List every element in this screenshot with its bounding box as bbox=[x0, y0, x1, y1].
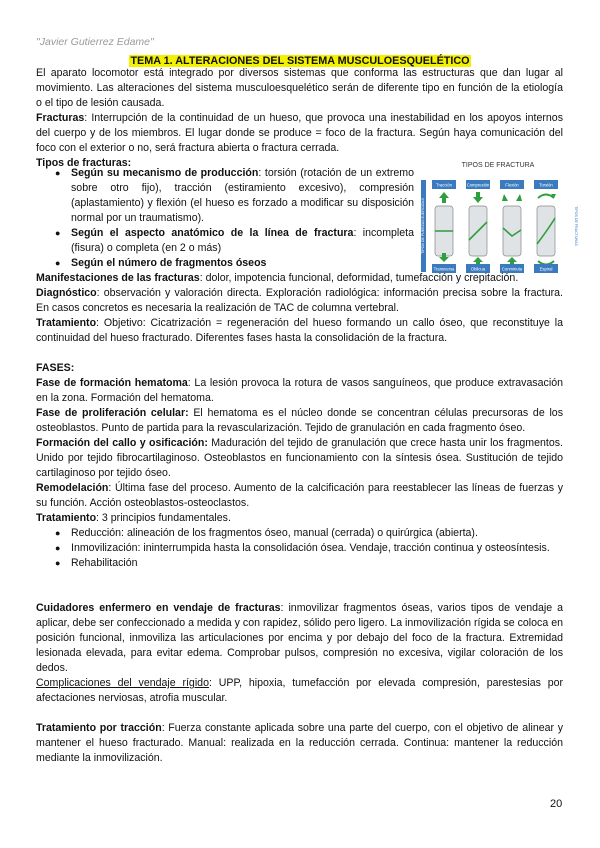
fases-heading: FASES: bbox=[36, 362, 75, 374]
left-label: TIPOS DE FUERZAS EJERCIDAS bbox=[421, 198, 425, 254]
page-title: TEMA 1. ALTERACIONES DEL SISTEMA MUSCULOESQUELÉTICO bbox=[130, 55, 470, 67]
fracture-column-torsion bbox=[534, 180, 558, 273]
bottom-label: Conminuta bbox=[501, 266, 523, 272]
top-label: Compresión bbox=[466, 182, 490, 188]
principios-list bbox=[36, 526, 563, 571]
top-label: Tracción bbox=[436, 182, 452, 188]
tipo-item: ● Según el número de fragmentos óseos bbox=[36, 256, 414, 271]
tipos-heading: Tipos de fracturas: bbox=[36, 157, 132, 169]
complicaciones-paragraph: Complicaciones del vendaje rígido: UPP, hipoxia, tumefacción por elevada compresión, parestesias por afectaciones nerviosas, atrofia muscular. bbox=[36, 677, 563, 704]
bottom-label: Transversa bbox=[433, 266, 455, 272]
intro-block bbox=[36, 66, 563, 171]
right-label: TIPOS DE FRACTURAS bbox=[574, 206, 578, 246]
fracture-column-compresion bbox=[466, 180, 490, 273]
intro-paragraph: El aparato locomotor está integrado por diversos sistemas que conforma las estructuras que dan lugar al movimiento. Las alteraciones del sistema musculoesquelético serán de diferente tipo en función de la etiología o el tipo de lesión causada. bbox=[36, 67, 563, 109]
bottom-label: Espiral bbox=[539, 266, 553, 272]
fracturas-term: Fracturas bbox=[36, 112, 85, 124]
fracture-column-traccion bbox=[432, 180, 456, 273]
fase-paragraph: Fase de proliferación celular: El hematoma es el núcleo donde se concentran células precursoras de los osteoblastos. Punto de partida para la revascularización. Tejido de granulación en cada fragmento óseo. bbox=[36, 407, 563, 434]
principio-item: ● Inmovilización: ininterrumpida hasta la consolidación ósea. Vendaje, tracción continua y osteosíntesis. bbox=[36, 541, 563, 556]
fracturas-text: : Interrupción de la continuidad de un hueso, que provoca una inestabilidad en los apoyos internos del cuerpo y de los miembros. El lugar donde se produce = foco de la fractura. Según haya comunicación del foco con el exterior o no, será fractura abierta o fractura cerrada. bbox=[36, 112, 563, 154]
manifestaciones-paragraph: Manifestaciones de las fracturas: dolor, impotencia funcional, deformidad, tumefacción y crepitación. bbox=[36, 272, 519, 284]
fracturas-paragraph bbox=[36, 111, 563, 156]
fase-paragraph: Fase de formación hematoma: La lesión provoca la rotura de vasos sanguíneos, que produce extravasación en la zona. Formación del hematoma. bbox=[36, 377, 563, 404]
fracture-types-figure bbox=[418, 158, 580, 278]
tratamiento-principios: Tratamiento: 3 principios fundamentales. bbox=[36, 512, 231, 524]
bottom-label: Oblicua bbox=[470, 266, 486, 272]
fracture-column-flexion bbox=[500, 180, 524, 273]
cuidados-paragraph: Cuidadores enfermero en vendaje de fracturas: inmovilizar fragmentos óseas, varios tipos de vendaje a aplicar, debe ser confeccionado a medida y con rapidez, sólido pero ligero. La inmovilización rígida se coloca en posición funcional, inmoviliza las articulaciones por encima y por debajo del foco de la fractura. Extremidad lesionada elevada, para evitar edema. Comprobar pulsos, compresión no excesiva, vigilar coloración de los dedos. bbox=[36, 602, 564, 674]
page-number: 20 bbox=[550, 798, 563, 810]
fase-paragraph: Remodelación: Última fase del proceso. Aumento de la calcificación para reestablecer las líneas de fuerzas y su función. Acción osteoblastos-osteoclastos. bbox=[36, 482, 563, 509]
tratamiento-paragraph: Tratamiento: Objetivo: Cicatrización = regeneración del hueso formando un callo óseo, que reconstituye la continuidad del hueso fracturado. Diferentes fases hasta la consolidación de la fractura. bbox=[36, 317, 563, 344]
fase-paragraph: Formación del callo y osificación: Maduración del tejido de granulación que crece hasta unir los fragmentos. Unido por tejido fibrocartilaginoso. Osteoblastos en funcionamiento con la síntesis ósea. Sustitución de tejido cartilaginoso por tejido óseo. bbox=[36, 437, 563, 479]
principio-item: ● Reducción: alineación de los fragmentos óseo, manual (cerrada) o quirúrgica (abierta). bbox=[36, 526, 563, 541]
main-block bbox=[36, 271, 563, 766]
top-label: Torsión bbox=[539, 182, 553, 188]
top-label: Flexión bbox=[505, 182, 519, 188]
tipo-item: ● Según su mecanismo de producción: torsión (rotación de un extremo sobre otro fijo), tracción (estiramiento excesivo), compresión (aplastamiento) y flexión (el hueso es forzado a modificar su disposición normal por un traumatismo). bbox=[36, 166, 414, 226]
principio-item: ● Rehabilitación bbox=[36, 556, 563, 571]
tipo-item: ● Según el aspecto anatómico de la línea de fractura: incompleta (fisura) o completa (en 2 o más) bbox=[36, 226, 414, 256]
author-header: "Javier Gutierrez Edame" bbox=[36, 36, 154, 48]
figure-title: TIPOS DE FRACTURA bbox=[461, 162, 535, 169]
diagnostico-paragraph: Diagnóstico: observación y valoración directa. Exploración radiológica: información precisa sobre la fractura. En casos concretos es necesaria la realización de TAC de columna vertebral. bbox=[36, 287, 563, 314]
fracture-diagram bbox=[418, 158, 580, 278]
tipos-list-block bbox=[36, 166, 414, 271]
traccion-paragraph: Tratamiento por tracción: Fuerza constante aplicada sobre una parte del cuerpo, con el objetivo de alinear y mantener el hueso fracturado. Manual: realizada en la reducción cerrada. Continua: mantener la reducción mediante la inmovilización. bbox=[36, 722, 563, 764]
